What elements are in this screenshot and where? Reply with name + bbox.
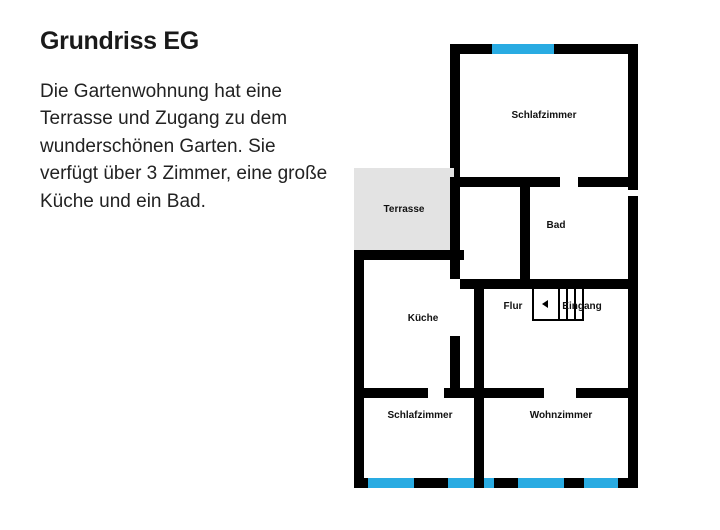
stair-step-1 <box>558 289 560 319</box>
wall-living-left <box>474 336 484 488</box>
room-label-kueche: Küche <box>407 313 439 324</box>
wall-bad-left <box>520 187 530 279</box>
wall-kitchen-right-upper <box>450 187 460 279</box>
room-label-wohnzimmer: Wohnzimmer <box>529 410 593 421</box>
wall-bottom-seg-2 <box>494 478 518 488</box>
room-label-schlafzimmer-bottom: Schlafzimmer <box>387 410 453 421</box>
room-label-flur: Flur <box>503 301 523 312</box>
window-bottom-1 <box>368 478 414 488</box>
wall-bedroom-bottom-right <box>578 177 638 187</box>
wall-left-lower <box>354 250 364 488</box>
room-label-schlafzimmer-top: Schlafzimmer <box>511 110 577 121</box>
room-label-terrasse: Terrasse <box>383 204 425 215</box>
wall-hall-top <box>460 279 520 289</box>
room-label-bad: Bad <box>546 220 566 231</box>
wall-right-upper <box>628 44 638 166</box>
wall-bedroom-bottom <box>450 177 560 187</box>
wall-top-right <box>554 44 638 54</box>
description-text: Die Gartenwohnung hat eine Terrasse und Zugang zu dem wunderschönen Garten. Sie verfügt über 3 Zimmer, eine große Küche und ein Bad. <box>40 80 328 212</box>
wall-left-upper <box>450 44 460 177</box>
wall-right-lower <box>628 196 638 488</box>
wall-bedroom-lower-top <box>354 388 428 398</box>
wall-living-top-2 <box>576 388 638 398</box>
wall-kitchen-right-lower <box>450 336 460 388</box>
wall-bottom-seg-1 <box>414 478 448 488</box>
wall-bottom-right <box>618 478 638 488</box>
window-bottom-2 <box>448 478 494 488</box>
wall-terrace-bottom <box>354 250 464 260</box>
wall-living-top <box>484 388 544 398</box>
stair-direction-arrow <box>542 300 548 308</box>
page-title: Grundriss EG <box>40 27 199 55</box>
window-bottom-3 <box>518 478 564 488</box>
window-bottom-4 <box>584 478 618 488</box>
room-label-eingang: Eingang <box>562 301 602 312</box>
wall-eingang-left <box>474 289 484 341</box>
text-column <box>40 28 330 215</box>
wall-bottom-seg-3 <box>564 478 584 488</box>
window-top <box>492 44 554 54</box>
wall-bottom-left <box>354 478 368 488</box>
floor-plan-drawing <box>340 36 650 498</box>
